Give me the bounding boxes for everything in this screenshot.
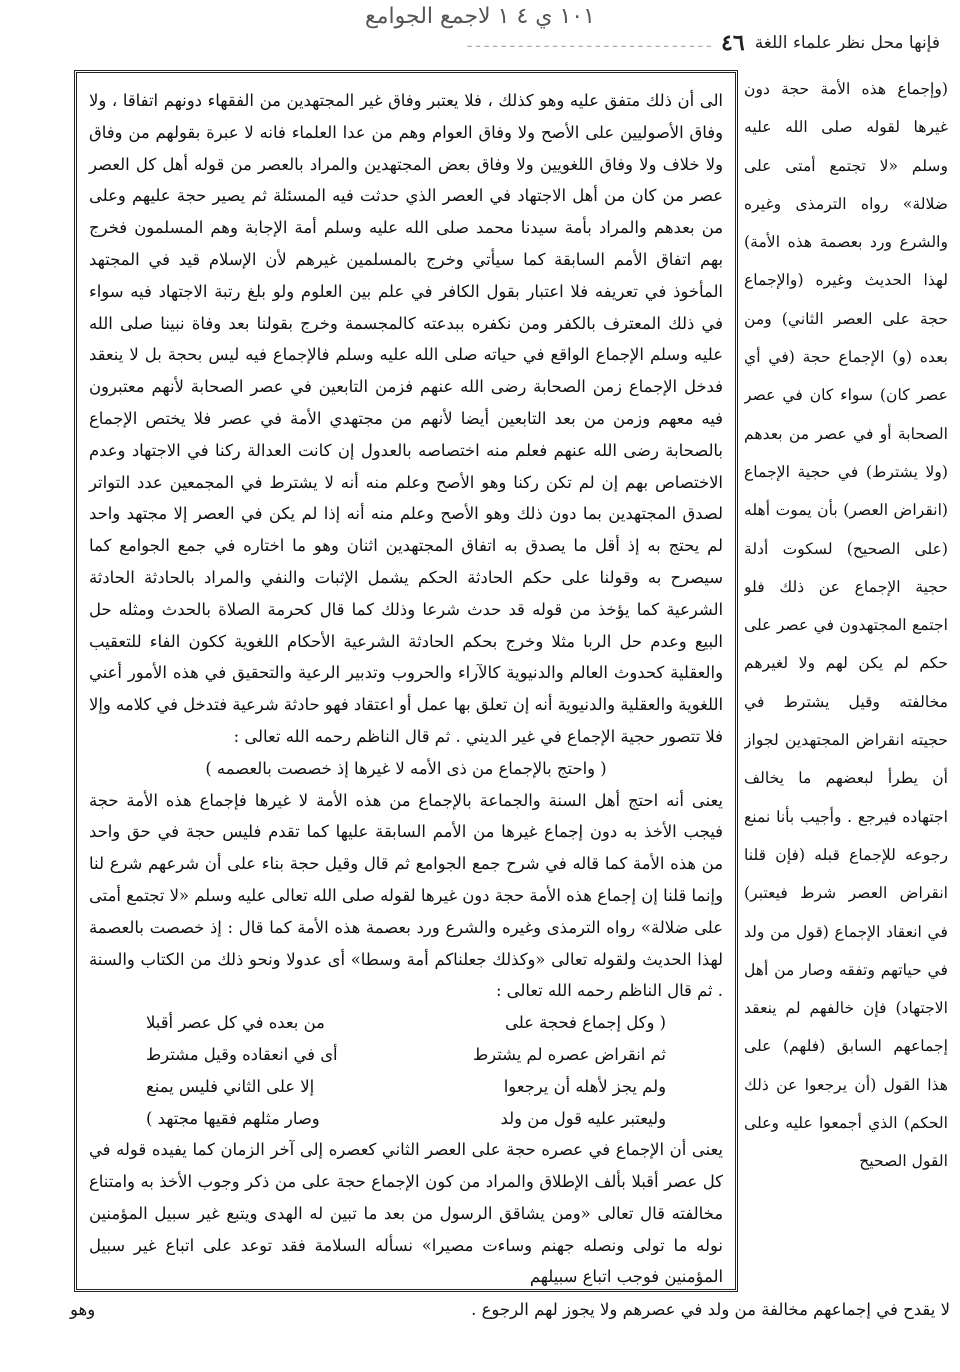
verse-hemistich: ثم انقراض عصره لم يشترط	[473, 1044, 666, 1064]
verse-hemistich: وصار مثلهم فقيها مجتهد )	[146, 1108, 320, 1128]
commentary-paragraph-1: الى أن ذلك متفق عليه وهو كذلك ، فلا يعتبر وفاق غير المجتهدين من الفقهاء دونهم اتفاقا ، ولا وفاق الأصوليين على الأصح ولا وفاق العوام وهم من عدا العلماء فانه لا عبرة بقولهم من وفاق ولا خلاف ولا وفاق اللغويين ولا وفاق بعض المجتهدين والمراد بالعصر من قوله أهل كل العصر عصر من كان من أهل الاجتهاد في العصر الذي حدثت فيه المسئلة ثم يصير حجة عليهم وعلى من بعدهم والمراد بأمة سيدنا محمد صلى الله عليه وسلم أمة الإجابة وهم المسلمون فخرج بهم اتفاق الأمم السابقة كما سيأتي وخرج بالمسلمين غيرهم لأن الإسلام قيد في المجتهد المأخوذ في تعريفه فلا اعتبار بقول الكافر في علم بين العلوم ولو بلغ رتبة الاجتهاد فيه سواء في ذلك المعترف بالكفر ومن نكفره ببدعته كالمجسمة وخرج بقولنا بعد وفاة نبينا صلى الله عليه وسلم الإجماع الواقع في حياته صلى الله عليه وسلم فالإجماع فيه ليس بحجة بل لا ينعقد فدخل الإجماع زمن الصحابة رضى الله عنهم فزمن التابعين في عصر الصحابة لأنهم معتبرون فيه معهم وزمن من بعد التابعين أيضا لأنهم من مجتهدي الأمة في عصر فلا يختص الإجماع بالصحابة رضى الله عنهم فعلم منه اختصاصه بالعدول إن كانت العدالة ركنا في الاجتهاد وعدم الاختصاص بهم إن لم تكن ركنا وهو الأصح وعلم منه أنه لا يشترط في المجمعين عدد التواتر لصدق المجتهدين بما دون ذلك وهو الأصح وعلم منه أنه إذا لم يكن في العصر إلا مجتهد واحد لم يحتج به إذ أقل ما يصدق به اتفاق المجتهدين اثنان وهو ما اختاره في جمع الجوامع كما سيصرح به وقولنا على حكم الحادثة الحكم يشمل الإثبات والنفي والمراد بالحادثة الحادثة الشرعية كما يؤخذ من قوله قد حدث شرعا وذلك كما قال كحرمة الصلاة بالحدث ومثله حل البيع وعدم حل الربا مثلا وخرج بحكم الحادثة الشرعية الأحكام اللغوية ككون الفاء للتعقيب والعقلية كحدوث العالم والدنيوية كالآراء والحروب وتدبير الرعية والتحقيق في هذه الأمور أعني اللغوية والعقلية والدنيوية أنه إن تعلق بها عمل أو اعتقاد فهو حادثة شرعية فتدخل في كلامه وإلا فلا تتصور حجية الإجماع في غير الديني . ثم قال الناظم رحمه الله تعالى :	[89, 91, 723, 746]
verse-hemistich: إلا على الثاني فليس يمنع	[146, 1076, 315, 1096]
footer-text: لا يقدح في إجماعهم مخالفة من ولد في عصرهم ولا يجوز لهم الرجوع .	[471, 1300, 950, 1319]
verse-block	[146, 1007, 666, 1134]
margin-commentary	[744, 70, 948, 1292]
verse-line-1: ( واحتج بالإجماع من ذى الأمه لا غيرها إذ خصصت بالعصمه )	[205, 758, 607, 778]
verse-hemistich: أى في انعقاده وقيل مشترط	[146, 1044, 338, 1064]
page-header	[60, 30, 940, 56]
catchword: وهو	[70, 1300, 96, 1319]
verse-hemistich: ولم يجز لأهله أن يرجعوا	[503, 1076, 666, 1096]
handwritten-note: ١٠١ ي ٤ ١ لاجمع الجوامع	[365, 4, 595, 29]
commentary-paragraph-2: يعنى أنه احتج أهل السنة والجماعة بالإجماع من هذه الأمة لا غيرها فإجماع هذه الأمة حجة فيجب الأخذ به دون إجماع غيرها من الأمم السابقة عليها كما تقدم فليس حجة في حق واحد من هذه الأمة كما قاله في شرح جمع الجوامع ثم قال وقيل حجة بناء على أن شرعهم شرع لنا وإنما قلنا إن إجماع هذه الأمة حجة دون غيرها لقوله صلى الله تعالى عليه وسلم «لا تجتمع أمتى على ضلالة» رواه الترمذى وغيره والشرع ورد بعصمة هذه الأمة كما قال : إذ خصصت بالعصمة لهذا الحديث ولقوله تعالى «وكذلك جعلناكم أمة وسطا» أى عدولا ونحو ذلك من الكتاب والسنة . ثم قال الناظم رحمه الله تعالى :	[88, 790, 723, 1001]
page-number: ٤٦	[721, 30, 745, 56]
verse-hemistich: ( وكل إجماع فحجة على	[505, 1013, 666, 1033]
verse-hemistich: من بعده في كل عصر أقبلا	[146, 1013, 325, 1033]
verse-hemistich: وليعتبر عليه قول من ولد	[500, 1108, 666, 1128]
running-head: فإنها محل نظر علماء اللغة	[754, 33, 940, 53]
page-footer	[70, 1300, 950, 1319]
margin-text: (وإجماع هذه الأمة حجة دون غيرها لقوله صلى الله عليه وسلم «لا تجتمع أمتى على ضلالة» رواه الترمذى وغيره والشرع ورد بعصمة هذه الأمة) لهذا الحديث وغيره (والإجماع حجة على العصر الثاني) ومن بعده (و) الإجماع حجة (في أي عصر كان) سواء كان في عصر الصحابة أو في عصر من بعدهم (ولا يشترط) في حجية الإجماع (انقراض العصر) بأن يموت أهله (على الصحيح) لسكوت أدلة حجية الإجماع عن ذلك فلو اجتمع المجتهدون في عصر على حكم لم يكن لهم ولا لغيرهم مخالفته وقيل يشترط في حجيته انقراض المجتهدين لجواز أن يطرأ لبعضهم ما يخالف اجتهاده فيرجع . وأجيب بأنا نمنع رجوعه للإجماع قبله (فإن قلنا انقراض العصر شرط فيعتبر) في انعقاد الإجماع (قول من ولد في حياتهم وتفقه وصار من أهل الاجتهاد) فإن خالفهم لم ينعقد إجماعهم السابق (فلهم) على هذا القول (أن يرجعوا عن ذلك الحكم) الذي أجمعوا عليه وعلى القول الصحيح	[744, 80, 948, 1171]
main-text-frame	[74, 70, 738, 1292]
faint-bleed-through: ـ ـ ـ ـ ـ ـ ـ ـ ـ ـ ـ ـ ـ ـ ـ ـ ـ ـ ـ ـ ـ ـ ـ ـ ـ ـ ـ ـ ـ	[467, 35, 712, 51]
commentary-paragraph-3: يعنى أن الإجماع في عصره حجة على العصر الثاني كعصره إلى آخر الزمان كما يفيده قوله في كل عصر أقبلا بألف الإطلاق والمراد من كون الإجماع حجة على من ذكر وجوب الأخذ به وامتناع مخالفته قال تعالى «ومن يشاقق الرسول من بعد ما تبين له الهدى ويتبع غير سبيل المؤمنين نوله ما تولى ونصله جهنم وساءت مصيرا» نسأله السلامة فقد توعد على اتباع غير سبيل المؤمنين فوجب اتباع سبيلهم	[89, 1140, 723, 1287]
